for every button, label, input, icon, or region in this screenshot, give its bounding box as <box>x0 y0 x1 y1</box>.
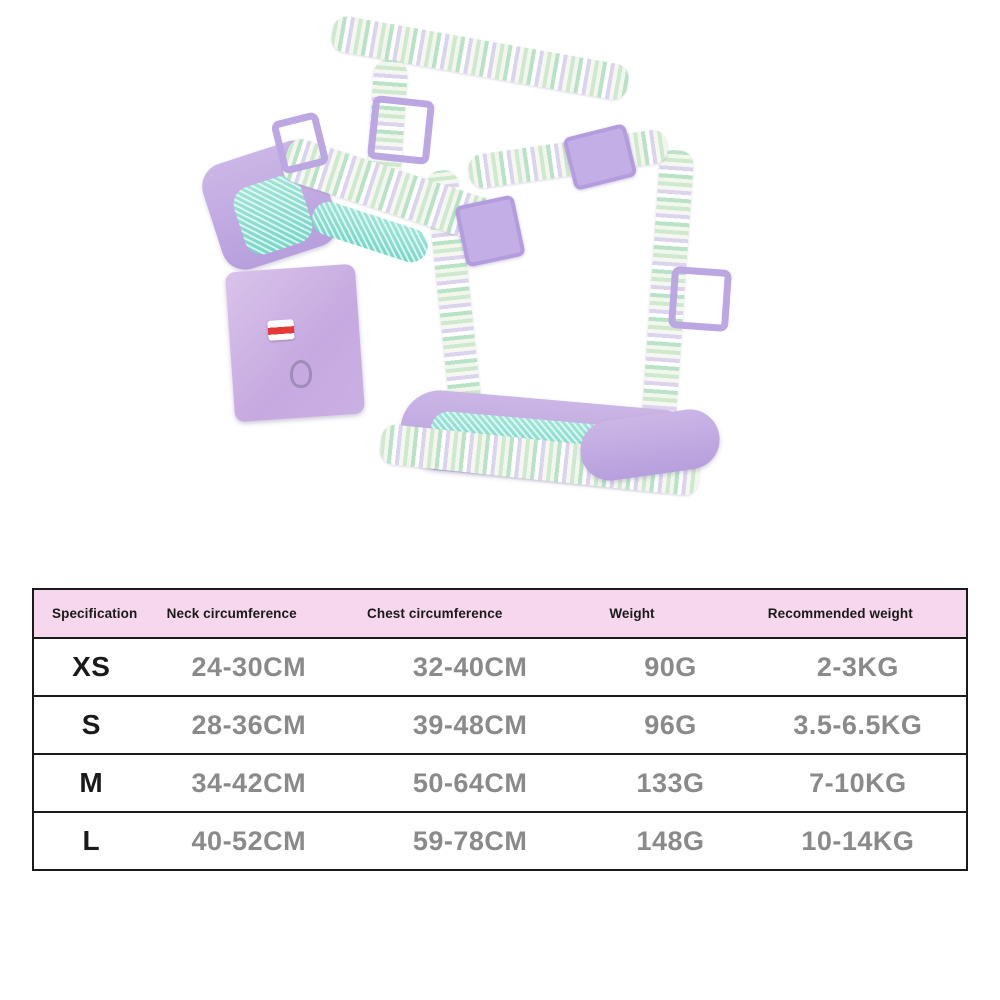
cell-neck: 24-30CM <box>149 638 349 696</box>
cell-chest: 32-40CM <box>349 638 591 696</box>
cell-size: S <box>34 696 149 754</box>
cell-size: XS <box>34 638 149 696</box>
column-header-specification: Specification <box>34 590 149 638</box>
cell-weight: 148G <box>636 825 705 856</box>
cell-neck: 40-52CM <box>191 825 307 856</box>
column-header-recommended-weight: Recommended weight <box>750 590 966 638</box>
table-header-row <box>34 590 966 638</box>
table-body <box>34 638 966 869</box>
cell-size: L <box>82 825 101 856</box>
specification-table <box>32 588 968 871</box>
adjuster-slider-top <box>367 95 435 165</box>
harness-illustration <box>180 20 800 520</box>
cell-chest: 39-48CM <box>349 696 591 754</box>
table-row <box>34 696 966 754</box>
leash-d-ring <box>290 360 312 388</box>
column-header-chest: Chest circumference <box>349 590 591 638</box>
column-header-neck: Neck circumference <box>149 590 349 638</box>
brand-label-tag <box>267 319 294 341</box>
cell-chest: 59-78CM <box>412 825 528 856</box>
cell-chest: 50-64CM <box>349 754 591 812</box>
column-header-weight: Weight <box>591 590 749 638</box>
cell-recommended: 7-10KG <box>750 754 966 812</box>
cell-recommended: 10-14KG <box>801 825 915 856</box>
cell-neck: 34-42CM <box>149 754 349 812</box>
cell-recommended: 2-3KG <box>750 638 966 696</box>
table-header <box>34 590 966 638</box>
cell-weight: 133G <box>591 754 749 812</box>
adjuster-slider-right <box>668 266 732 332</box>
side-release-buckle-mate <box>562 123 637 191</box>
table-row <box>34 754 966 812</box>
id-tag-flap <box>225 264 365 423</box>
cell-recommended: 3.5-6.5KG <box>750 696 966 754</box>
cell-weight: 96G <box>591 696 749 754</box>
table-row <box>34 812 966 869</box>
cell-weight: 90G <box>591 638 749 696</box>
side-release-buckle <box>454 194 526 267</box>
cell-neck: 28-36CM <box>149 696 349 754</box>
table-row <box>34 638 966 696</box>
cell-size: M <box>34 754 149 812</box>
